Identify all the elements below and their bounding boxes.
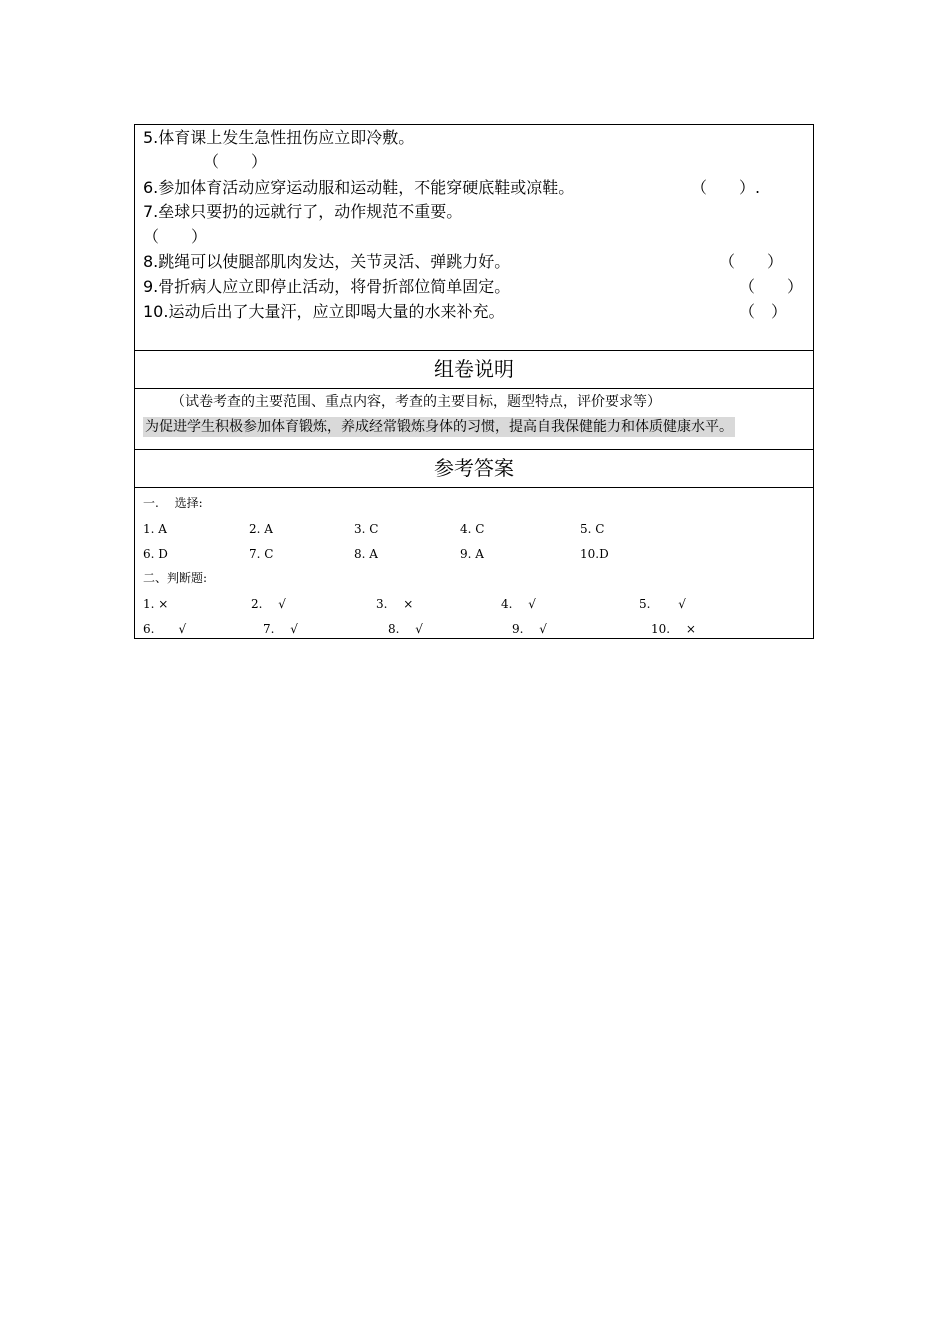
choice-section-title: 一. 选择: <box>143 496 203 510</box>
choice-answer-6: 6. D <box>143 547 168 561</box>
question-8: 8.跳绳可以使腿部肌肉发达，关节灵活、弹跳力好。 <box>143 252 511 271</box>
question-6: 6.参加体育活动应穿运动服和运动鞋，不能穿硬底鞋或凉鞋。 <box>143 178 575 197</box>
explain-hint: （试卷考查的主要范围、重点内容，考查的主要目标，题型特点，评价要求等） <box>171 394 661 410</box>
question-7: 7.垒球只要扔的远就行了，动作规范不重要。 <box>143 202 463 221</box>
answer-blank-10: （ ） <box>739 302 788 321</box>
judge-answer-9: 9. √ <box>512 622 547 636</box>
judge-answer-5: 5. √ <box>639 597 686 611</box>
explain-goal: 为促进学生积极参加体育锻炼，养成经常锻炼身体的习惯，提高自我保健能力和体质健康水平。 <box>145 419 733 435</box>
answer-blank-7: （ ） <box>143 227 208 246</box>
choice-answer-7: 7. C <box>249 547 274 561</box>
answer-blank-8: （ ） <box>719 252 784 271</box>
exam-sheet <box>134 124 814 639</box>
choice-answer-9: 9. A <box>460 547 484 561</box>
judge-answer-1: 1. × <box>143 597 169 611</box>
choice-answer-2: 2. A <box>249 522 273 536</box>
answer-blank-9: （ ） <box>739 277 804 296</box>
answers-section <box>135 488 813 638</box>
explain-title: 组卷说明 <box>135 351 813 389</box>
answers-title: 参考答案 <box>135 450 813 488</box>
judge-answer-3: 3. × <box>376 597 414 611</box>
explain-section <box>135 389 813 450</box>
judge-answer-6: 6. √ <box>143 622 187 636</box>
judge-answer-4: 4. √ <box>501 597 536 611</box>
choice-answer-5: 5. C <box>580 522 605 536</box>
choice-answer-3: 3. C <box>354 522 379 536</box>
judge-answer-2: 2. √ <box>251 597 286 611</box>
choice-answer-10: 10.D <box>580 547 609 561</box>
question-5: 5.体育课上发生急性扭伤应立即冷敷。 <box>143 128 415 147</box>
choice-answer-8: 8. A <box>354 547 378 561</box>
choice-answer-1: 1. A <box>143 522 167 536</box>
judge-answer-8: 8. √ <box>388 622 423 636</box>
choice-answer-4: 4. C <box>460 522 485 536</box>
true-false-questions <box>135 125 813 351</box>
question-9: 9.骨折病人应立即停止活动，将骨折部位简单固定。 <box>143 277 511 296</box>
judge-answer-10: 10. × <box>651 622 696 636</box>
question-10: 10.运动后出了大量汗，应立即喝大量的水来补充。 <box>143 302 505 321</box>
answer-blank-5: （ ） <box>203 152 268 171</box>
answer-blank-6: （ ）. <box>691 178 761 197</box>
judge-section-title: 二、判断题: <box>143 571 208 585</box>
judge-answer-7: 7. √ <box>263 622 298 636</box>
